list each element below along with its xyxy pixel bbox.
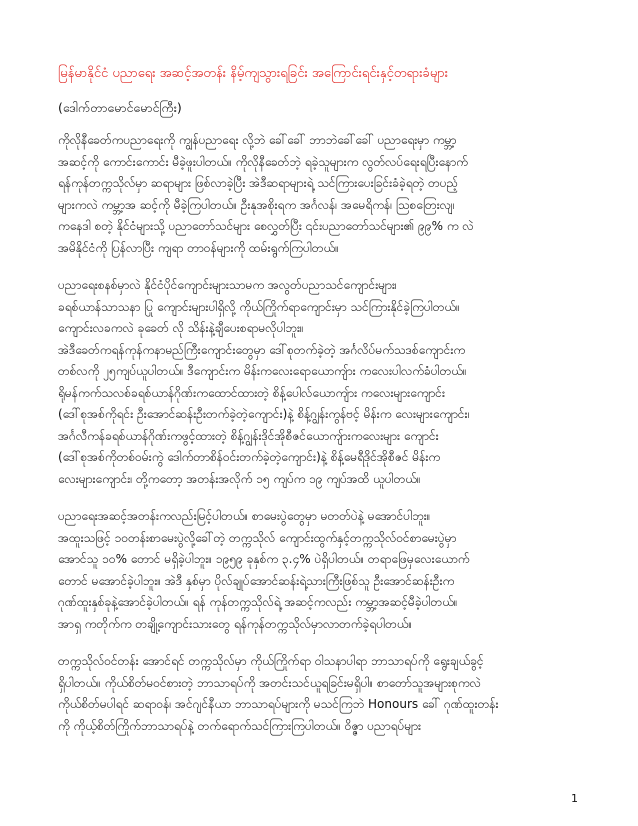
text-line: ကိုလိုနီခေတ်ကပညာရေးကို ကျွန်ပညာရေး လို့ဘဲ ခေါ်ခေါ် ဘာဘဲခေါ်ခေါ် ပညာရေးမှာ ကမ္ဘာ့ [58, 133, 457, 147]
text-line: (ဒေါ်စုအစ်ကိုရင်း ဦးအောင်ဆန်းဦးတက်ခဲ့တဲ့ကျောင်း)နဲ့ စိန့်ဂျွန်းကွန်ဗင့် မိန်းက လေးများကျောင်း၊ [58, 407, 470, 421]
page-number: 1 [571, 792, 578, 805]
text-line: ရှိပါတယ်။ ကိုယ်စိတ်မဝင်စားတဲ့ ဘာသာရပ်ကို အတင်းသင်ယူရခြင်းမရှိပါ။ စာတော်သူအများစုကလဲ [58, 675, 481, 690]
text-line: ကိုယ်စိတ်မပါရင် ဆရာဝန်၊ အင်ဂျင်နီယာ ဘာသာရပ်များကို မသင်ကြဘဲ Honours ခေါ် ဂုဏ်ထူးတန်း [58, 697, 499, 711]
document-title: မြန်မာနိုင်ငံ ပညာရေး အဆင့်အတန်း နိမ့်ကျသွားရခြင်း အကြောင်းရင်းနှင့်တရားခံများ [58, 66, 448, 81]
text-line: လေးများကျောင်း၊ တို့ကတော့ အတန်းအလိုက် ၁၅ ကျပ်က ၁၉ ကျပ်အထိ ယူပါတယ်။ [58, 471, 421, 486]
paragraph [58, 651, 580, 737]
text-line: အထူးသဖြင့် ၁၀တန်းစာမေးပွဲလို့ခေါ်တဲ့ တက္ကသိုလ် ကျောင်းထွက်နှင့်တက္ကသိုလ်ဝင်စာမေးပွဲမှာ [58, 530, 457, 545]
text-line: ကနေဒါ စတဲ့ နိုင်ငံများသို့ ပညာတော်သင်များ စေလွှတ်ပြီး ၎င်းပညာတော်သင်များ၏ ၉၉% က လဲ [58, 219, 474, 233]
text-line: ရန်ကုန်တက္ကသိုလ်မှာ ဆရာများ ဖြစ်လာခဲ့ပြီး အဲဒီဆရာများရဲ့ သင်ကြားပေးခြင်းခံခဲ့ရတဲ့ တပည့် [58, 176, 459, 190]
text-line: ကို ကိုယ့်စိတ်ကြိုက်ဘာသာရပ်နဲ့ တက်ရောက်သင်ကြားကြပါတယ်။ ဝိဇ္ဇာ ပညာရပ်များ [58, 718, 422, 733]
text-line: ခရစ်ယာန်သာသနာ ပြု ကျောင်းများပါရှိလို့ ကိုယ်ကြိုက်ရာကျောင်းမှာ သင်ကြားနိုင်ခဲ့ကြပါတယ်။ [58, 299, 460, 314]
text-line: အာရှ ကတိုက်က တချို့ကျောင်းသားတွေ ရန်ကုန်တက္ကသိုလ်မှာလာတက်ခဲ့ရပါတယ်။ [58, 616, 413, 631]
text-line: ကျောင်းလခကလဲ ခုခေတ် လို သိန်းနဲ့ချီပေးစရာမလိုပါဘူး။ [58, 321, 304, 335]
text-line: အင်္ဂလီကန်ခရစ်ယာန်ဂိုဏ်းကဖွင့်ထားတဲ့ စိန့်ဂျွန်းဒိုင်အိုစီဇင်ယောကျ်ားကလေးများ ကျောင်း [58, 428, 439, 443]
paragraph [58, 506, 580, 635]
paragraph [58, 275, 580, 490]
text-line: တောင် မအောင်ခဲ့ပါဘူး။ အဲဒီ နှစ်မှာ ပိုလ်ချုပ်အောင်ဆန်းရဲ့သားကြီးဖြစ်သူ ဦးအောင်ဆန်းဦးက [58, 573, 455, 588]
text-line: အဲဒီခေတ်ကရန်ကုန်ကနာမည်ကြီးကျောင်းတွေမှာ ဒေါ်စုတက်ခဲ့တဲ့ အင်္ဂလိပ်မက်သဒစ်ကျောင်းက [58, 342, 466, 357]
text-line: အောင်သူ ၁၀% တောင် မရှိခဲ့ပါဘူး။ ၁၉၅၉ ခုနှစ်က ၃.၄% ပဲရှိပါတယ်။ တရာဖြေမှလေးယောက် [58, 552, 470, 566]
text-line: ဂုဏ်ထူးနှစ်ခုနဲ့အောင်ခဲ့ပါတယ်။ ရန် ကုန်တက္ကသိုလ်ရဲ့ အဆင့်ကလည်း ကမ္ဘာ့အဆင့်မီခဲ့ပါတယ်။ [58, 595, 458, 609]
text-line: (ဒေါ်စုအစ်ကိုတစ်ဝမ်းကွဲ ဒေါက်တာစိန်ဝင်းတက်ခဲ့တဲ့ကျောင်း)နဲ့ စိန့်မေရီဒိုင်အိုစီဇင် မိန်းက [58, 450, 441, 464]
text-line: တက္ကသိုလ်ဝင်တန်း အောင်ရင် တက္ကသိုလ်မှာ ကိုယ်ကြိုက်ရာ ဝါသနာပါရာ ဘာသာရပ်ကို ရွေးချယ်ခွင့် [58, 654, 484, 668]
text-line: တစ်လကို ၂၅ကျပ်ယူပါတယ်။ ဒီကျောင်းက မိန်းကလေးရောယောကျ်ား ကလေးပါလက်ခံပါတယ်။ [58, 364, 467, 378]
text-line: များကလဲ ကမ္ဘာ့အ ဆင့်ကို မီခဲ့ကြပါတယ်။ ဦးနုအစိုးရက အင်္ဂလန်၊ အမေရိကန်၊ ဩစတြေးလျ၊ [58, 197, 455, 212]
text-line: ရိုမန်ကက်သလစ်ခရစ်ယာန်ဂိုဏ်းကထောင်ထားတဲ့ စိန့်ပေါလ်ယောကျ်ား ကလေးများကျောင်း [58, 385, 446, 400]
text-line: အဆင့်ကို ကောင်းကောင်း မီခဲ့ဖူးပါတယ်။ ကိုလိုနီခေတ်ဘဲ့ ရခဲ့သူများက လွတ်လပ်ရေးရပြီးနောက် [58, 154, 468, 169]
text-line: ပညာရေးအဆင့်အတန်းကလည်းမြင့်ပါတယ်။ စာမေးပွဲတွေမှာ မတတ်ပဲနဲ့ မအောင်ပါဘူး။ [58, 509, 431, 523]
document-body [58, 130, 580, 737]
text-line: ပညာရေးစနစ်မှာလဲ နိုင်ငံပိုင်ကျောင်းများသာမက အလွတ်ပညာသင်ကျောင်းများ၊ [58, 278, 397, 292]
text-line: အမိနိုင်ငံကို ပြန်လာပြီး ကျရာ တာဝန်များကို ထမ်းရွက်ကြပါတယ်။ [58, 240, 339, 255]
document-author: (ဒေါက်တာမောင်မောင်ကြီး) [58, 100, 182, 115]
paragraph [58, 130, 580, 259]
